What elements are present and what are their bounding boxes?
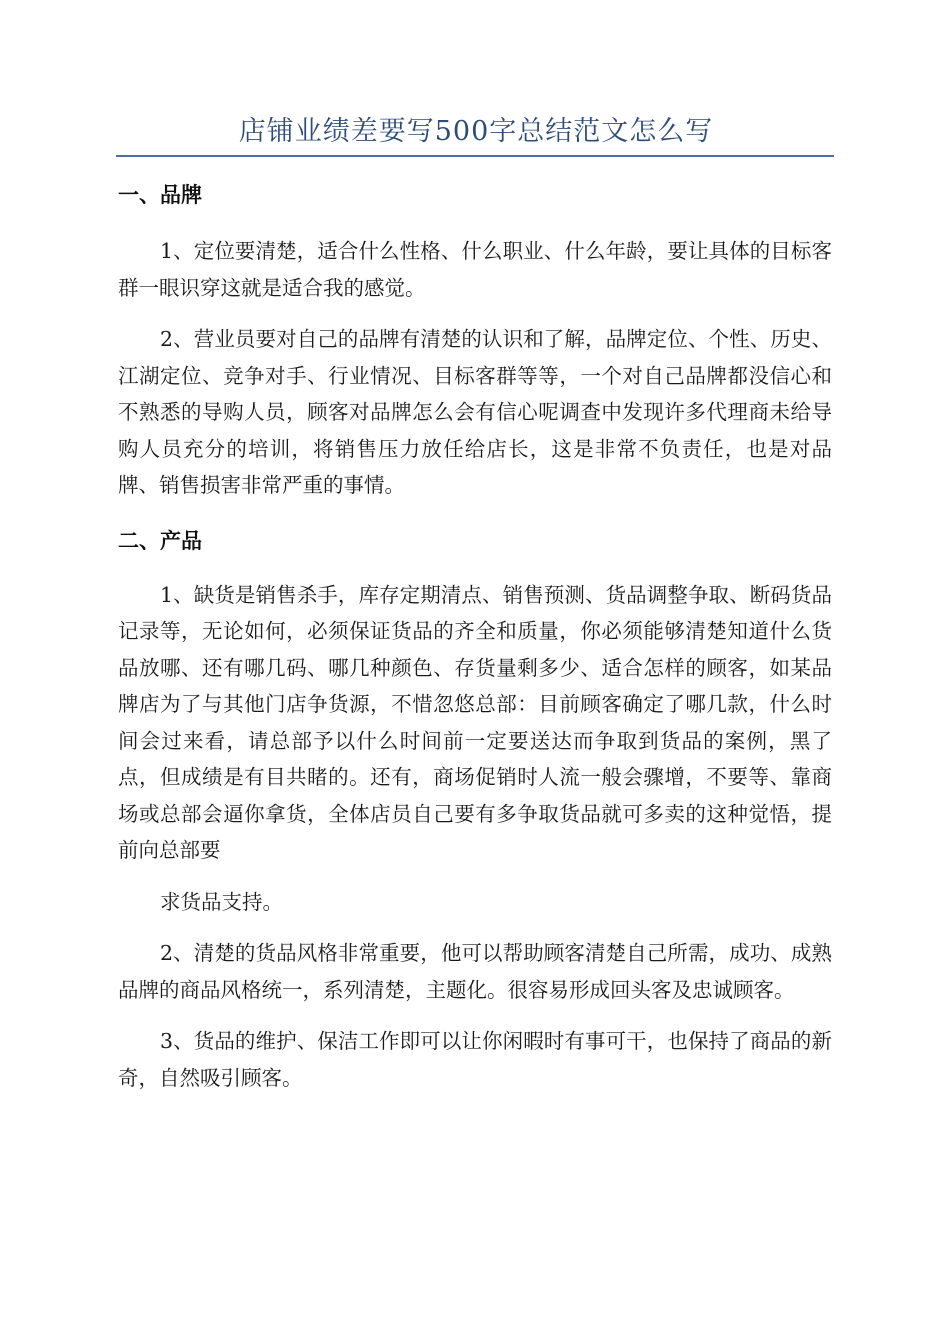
paragraph: 2、营业员要对自己的品牌有清楚的认识和了解，品牌定位、个性、历史、江湖定位、竞争对手、行业情况、目标客群等等，一个对自己品牌都没信心和不熟悉的导购人员，顾客对品牌怎么会有信心呢调查中发现许多代理商未给导购人员充分的培训，将销售压力放任给店长，这是非常不负责任，也是对品牌、销售损害非常严重的事情。 (118, 327, 832, 497)
title-underline (116, 155, 834, 157)
document-title: 店铺业绩差要写500字总结范文怎么写 (238, 116, 714, 147)
paragraph: 3、货品的维护、保洁工作即可以让你闲暇时有事可干，也保持了商品的新奇，自然吸引顾客。 (118, 1029, 832, 1090)
paragraph: 求货品支持。 (160, 889, 283, 914)
section-heading-product: 二、产品 (118, 527, 202, 553)
paragraph: 2、清楚的货品风格非常重要，他可以帮助顾客清楚自己所需，成功、成熟品牌的商品风格统一，系列清楚，主题化。很容易形成回头客及忠诚顾客。 (118, 941, 832, 1002)
paragraph: 1、缺货是销售杀手，库存定期清点、销售预测、货品调整争取、断码货品记录等，无论如何，必须保证货品的齐全和质量，你必须能够清楚知道什么货品放哪、还有哪几码、哪几种颜色、存货量剩多少、适合怎样的顾客，如某品牌店为了与其他门店争货源，不惜忽悠总部：目前顾客确定了哪几款，什么时间会过来看，请总部予以什么时间前一定要送达而争取到货品的案例，黑了点，但成绩是有目共睹的。还有，商场促销时人流一般会骤增，不要等、靠商场或总部会逼你拿货，全体店员自己要有多争取货品就可多卖的这种觉悟，提前向总部要 (118, 582, 832, 862)
section-heading-brand: 一、品牌 (118, 182, 202, 207)
paragraph: 1、定位要清楚，适合什么性格、什么职业、什么年龄，要让具体的目标客群一眼识穿这就是适合我的感觉。 (118, 239, 832, 300)
document-body (118, 178, 832, 1096)
